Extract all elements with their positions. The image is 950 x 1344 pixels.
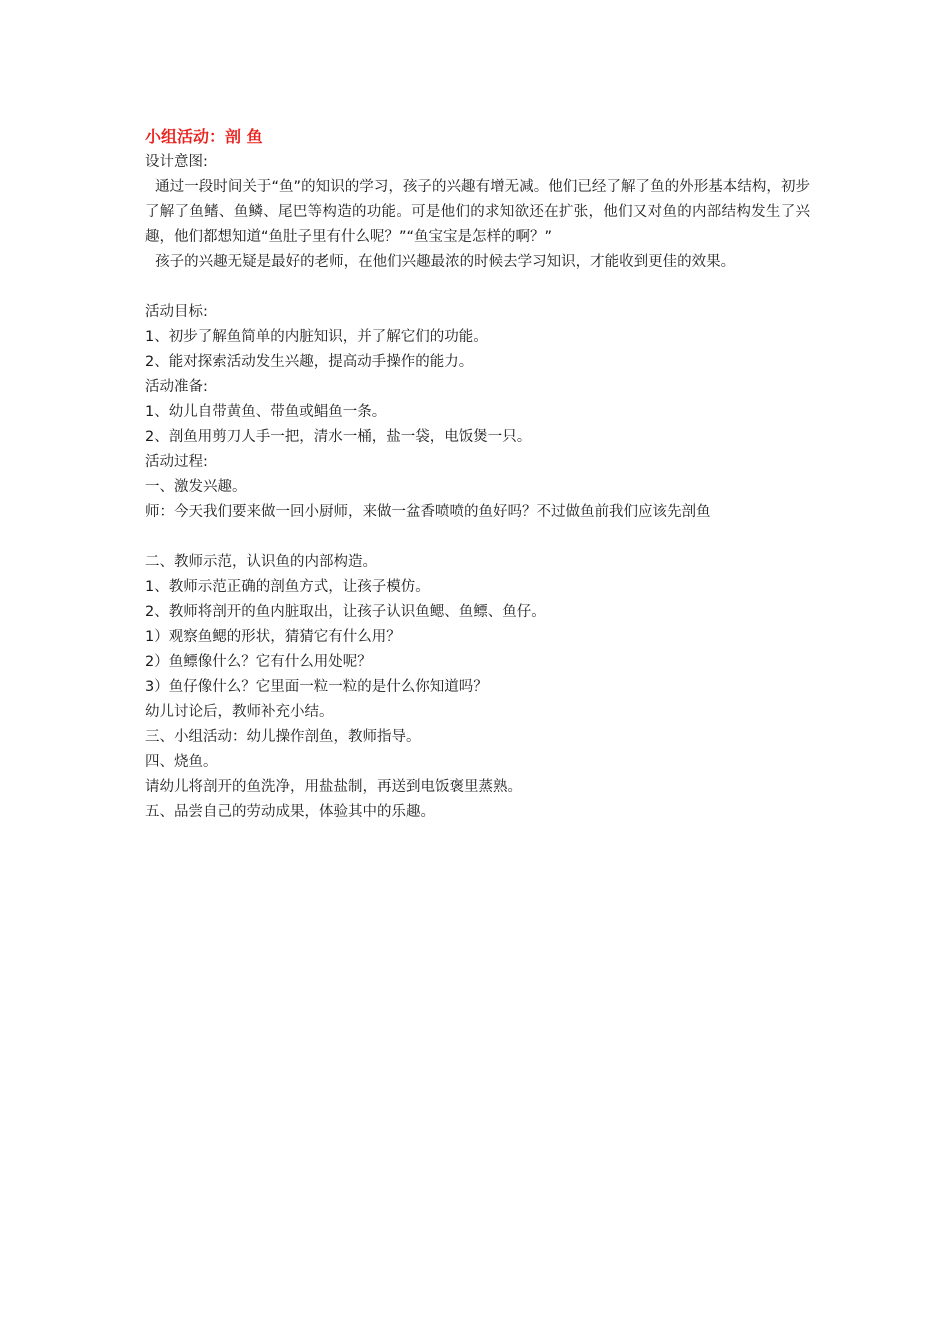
goal-item: 1、初步了解鱼简单的内脏知识，并了解它们的功能。 [145, 329, 488, 345]
process-step-5: 五、品尝自己的劳动成果，体验其中的乐趣。 [145, 804, 435, 820]
document-page [145, 124, 810, 825]
step-2-item: 2、教师将剖开的鱼内脏取出，让孩子认识鱼鳃、鱼鳔、鱼仔。 [145, 604, 546, 620]
teacher-line: 师：今天我们要来做一回小厨师，来做一盆香喷喷的鱼好吗？不过做鱼前我们应该先剖鱼 [145, 504, 711, 520]
process-step-3: 三、小组活动：幼儿操作剖鱼，教师指导。 [145, 729, 421, 745]
blank-line [145, 275, 810, 300]
goal-item: 2、能对探索活动发生兴趣，提高动手操作的能力。 [145, 354, 474, 370]
blank-line [145, 525, 810, 550]
design-intent-paragraph-2: 孩子的兴趣无疑是最好的老师，在他们兴趣最浓的时候去学习知识，才能收到更佳的效果。 [155, 254, 736, 270]
step-2-item: 3）鱼仔像什么？它里面一粒一粒的是什么你知道吗？ [145, 679, 488, 695]
step-2-item: 幼儿讨论后，教师补充小结。 [145, 704, 334, 720]
step-4-detail: 请幼儿将剖开的鱼洗净，用盐盐制，再送到电饭褒里蒸熟。 [145, 779, 522, 795]
goals-heading: 活动目标: [145, 304, 208, 320]
process-step-2: 二、教师示范，认识鱼的内部构造。 [145, 554, 377, 570]
step-2-item: 1）观察鱼鳃的形状，猜猜它有什么用？ [145, 629, 401, 645]
preparation-heading: 活动准备: [145, 379, 208, 395]
process-heading: 活动过程: [145, 454, 208, 470]
preparation-item: 2、剖鱼用剪刀人手一把，清水一桶，盐一袋，电饭煲一只。 [145, 429, 532, 445]
process-step-1: 一、激发兴趣。 [145, 479, 247, 495]
process-step-4: 四、烧鱼。 [145, 754, 218, 770]
preparation-item: 1、幼儿自带黄鱼、带鱼或鲳鱼一条。 [145, 404, 387, 420]
document-title: 小组活动：剖 鱼 [145, 127, 263, 146]
step-2-item: 2）鱼鳔像什么？它有什么用处呢？ [145, 654, 372, 670]
design-intent-heading: 设计意图: [145, 154, 208, 170]
design-intent-paragraph-1: 通过一段时间关于“鱼”的知识的学习，孩子的兴趣有增无减。他们已经了解了鱼的外形基本结构，初步了解了鱼鳍、鱼鳞、尾巴等构造的功能。可是他们的求知欲还在扩张，他们又对鱼的内部结构发生了兴趣，他们都想知道“鱼肚子里有什么呢？”“鱼宝宝是怎样的啊？” [145, 179, 810, 245]
step-2-item: 1、教师示范正确的剖鱼方式，让孩子模仿。 [145, 579, 430, 595]
